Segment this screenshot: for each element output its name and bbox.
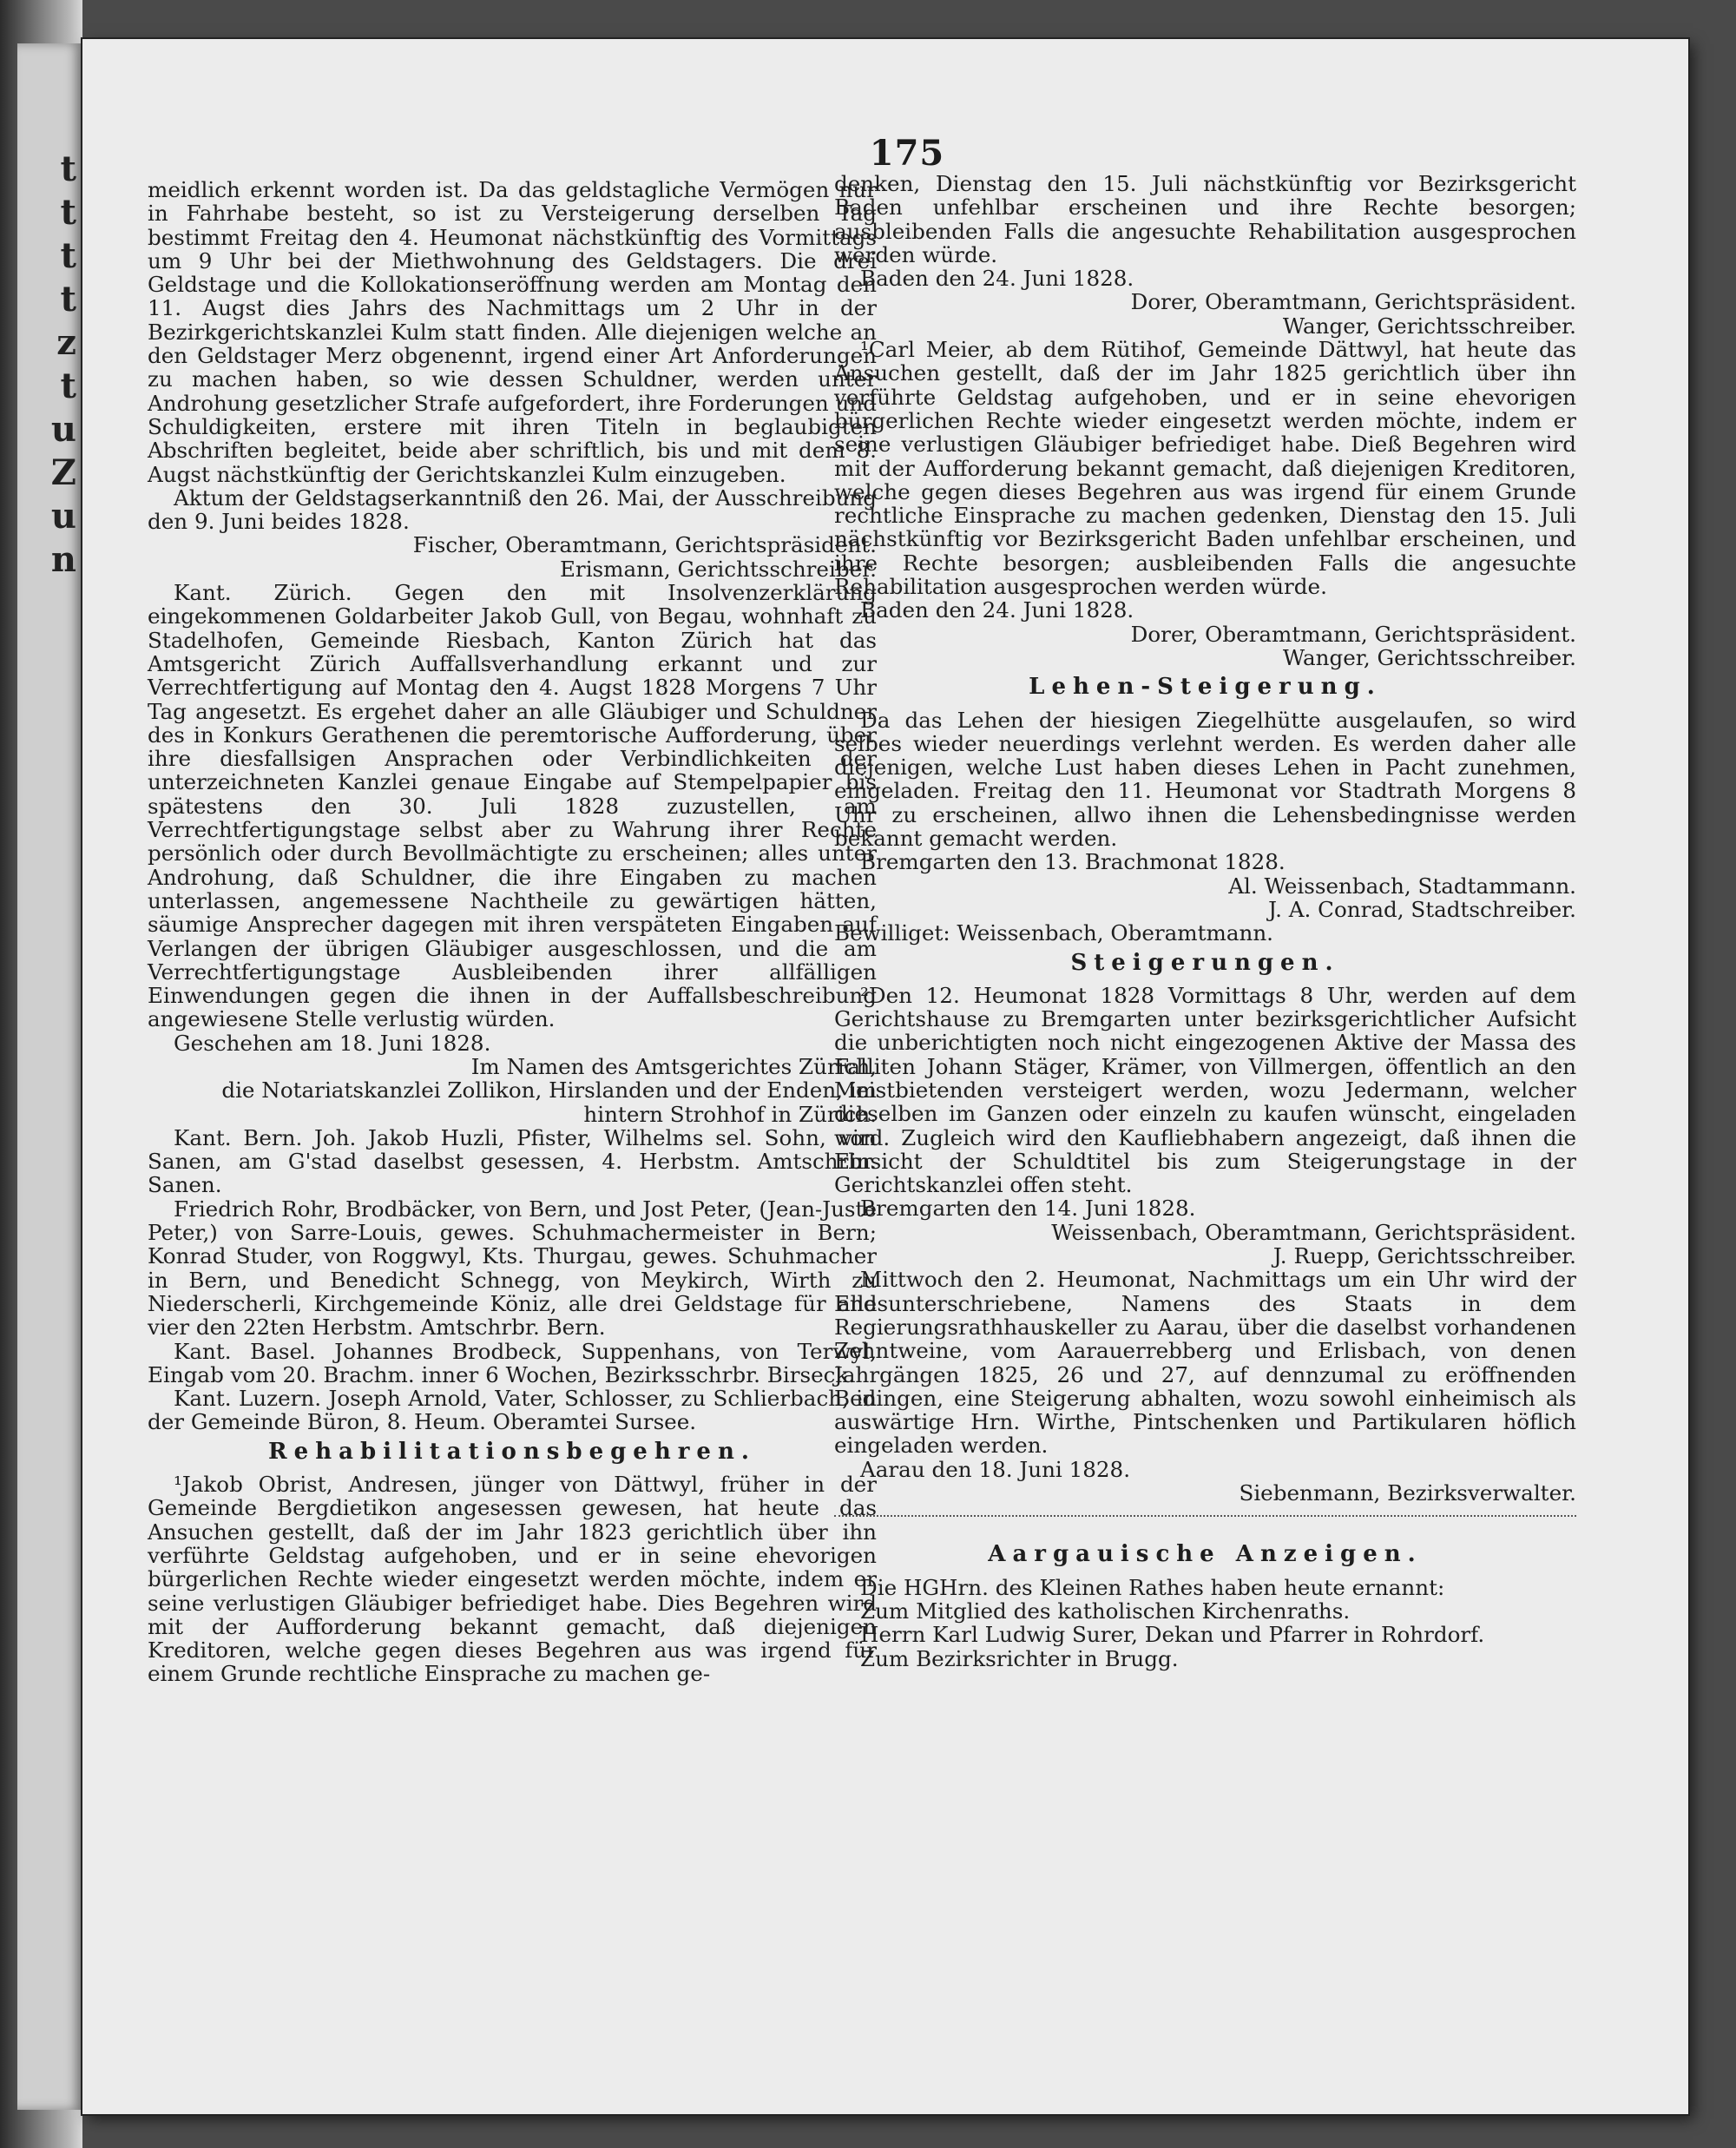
signature-line: Wanger, Gerichtsschreiber.: [1282, 313, 1576, 339]
paragraph: Da das Lehen der hiesigen Ziegelhütte ausgelaufen, so wird selbes wieder neuerdings verlehnt werden. Es werden daher alle diejenigen, welche Lust haben dieses Lehen in Pacht zunehmen, eingeladen. Freitag den 11. Heumonat vor Stadtrath Morgens 8 Uhr zu erscheinen, allwo ihnen die Lehensbedingnisse werden bekannt gemacht werden.: [834, 707, 1576, 852]
paragraph: Mittwoch den 2. Heumonat, Nachmittags um ein Uhr wird der Endsunterschriebene, Namens des Staats in dem Regierungsrathhauskeller zu Aarau, über die daselbst vorhandenen Zehntweine, vom Aarauerrebberg und Erlisbach, von denen Jahrgängen 1825, 26 und 27, auf dennzumal zu eröffnenden Bedingen, eine Steigerung abhalten, wozu sowohl einheimisch als auswärtige Hrn. Wirthe, Pintschenken und Partikularen höflich eingeladen werden.: [834, 1267, 1576, 1459]
paragraph: ²Den 12. Heumonat 1828 Vormittags 8 Uhr, werden auf dem Gerichtshause zu Bremgarten unter bezirksgerichtlicher Aufsicht die unberichtigten noch nicht eingezogenen Aktive der Massa des Falliten Johann Stäger, Krämer, von Villmergen, öffentlich an den Meistbietenden versteigert werden, wozu Jedermann, welcher dieselben im Ganzen oder einzeln zu kaufen wünscht, eingeladen wird. Zugleich wird den Kaufliebhabern angezeigt, daß ihnen die Einsicht der Schuldtitel bis zum Steigerungstage in der Gerichtskanzlei offen steht.: [834, 982, 1576, 1198]
signature-line: J. Ruepp, Gerichtsschreiber.: [1272, 1243, 1576, 1269]
signature-line: J. A. Conrad, Stadtschreiber.: [1268, 896, 1576, 922]
left-column: [148, 178, 877, 1686]
signature-line: die Notariatskanzlei Zollikon, Hirslanden und der Enden, im hintern Strohhof in Zürich.: [221, 1077, 877, 1127]
section-heading: Steigerungen.: [1070, 949, 1340, 976]
paragraph: Kant. Luzern. Joseph Arnold, Vater, Schlosser, zu Schlierbach, in der Gemeinde Büron, 8. Heum. Oberamtei Sursee.: [148, 1386, 877, 1435]
date-line: Geschehen am 18. Juni 1828.: [174, 1030, 491, 1056]
signature-line: Weissenbach, Oberamtmann, Gerichtspräsident.: [1051, 1219, 1576, 1245]
section-heading: Lehen-Steigerung.: [1029, 674, 1382, 701]
paragraph: Kant. Bern. Joh. Jakob Huzli, Pfister, Wilhelms sel. Sohn, von Sanen, am G'stad daselbst gesessen, 4. Herbstm. Amtschrbr. Sanen.: [148, 1124, 877, 1198]
section-divider: [834, 1515, 1576, 1517]
paragraph: denken, Dienstag den 15. Juli nächstkünftig vor Bezirksgericht Baden unfehlbar erscheinen und ihre Rechte besorgen; ausbleibenden Falls die angesuchte Rehabilitation ausgesprochen werden würde.: [834, 171, 1576, 267]
date-line: Aarau den 18. Juni 1828.: [860, 1456, 1131, 1482]
newspaper-page: [82, 39, 1688, 2114]
paragraph: ¹Jakob Obrist, Andresen, jünger von Dättwyl, früher in der Gemeinde Bergdietikon angesessen gewesen, hat heute das Ansuchen gestellt, daß der im Jahr 1823 gerichtlich über ihn verführte Geldstag aufgehoben, und er in seine ehevorigen bürgerlichen Rechte wieder eingesetzt werden möchte, indem er seine verlustigen Gläubiger befriediget habe. Dies Begehren wird mit der Aufforderung bekannt gemacht, daß diejenigen Kreditoren, welche gegen dieses Begehren aus was irgend für einem Grunde rechtliche Einsprache zu machen ge-: [148, 1472, 877, 1687]
section-heading: Rehabilitationsbegehren.: [268, 1438, 756, 1465]
date-line: Bremgarten den 13. Brachmonat 1828.: [860, 849, 1286, 875]
signature-line: Erismann, Gerichtsschreiber.: [559, 556, 877, 582]
signature-line: Im Namen des Amtsgerichtes Zürich,: [470, 1053, 877, 1079]
section-heading: Aargauische Anzeigen.: [988, 1541, 1423, 1568]
signature-line: Siebenmann, Bezirksverwalter.: [1239, 1480, 1576, 1506]
right-column: [834, 172, 1576, 1670]
paragraph: Die HGHrn. des Kleinen Rathes haben heute ernannt:: [860, 1574, 1445, 1600]
date-line: Baden den 24. Juni 1828.: [860, 266, 1134, 292]
signature-line: Dorer, Oberamtmann, Gerichtspräsident.: [1130, 289, 1576, 315]
paragraph: meidlich erkennt worden ist. Da das geldstagliche Vermögen nur in Fahrhabe besteht, so ist zu Versteigerung derselben Tag bestimmt Freitag den 4. Heumonat nächstkünftig des Vormittags um 9 Uhr bei der Miethwohnung des Geldstagers. Die drei Geldstage und die Kollokationseröffnung werden am Montag den 11. Augst dies Jahrs des Nachmittags um 2 Uhr in der Bezirkgerichtskanzlei Kulm statt finden. Alle diejenigen welche an den Geldstager Merz obgenennt, irgend einer Art Anforderungen zu machen haben, so wie dessen Schuldner, werden unter Androhung gesetzlicher Strafe aufgefordert, ihre Forderungen und Schuldigkeiten, erstere mit ihren Titeln in beglaubigten Abschriften begleitet, beide aber schriftlich, bis und mit dem 8. Augst nächstkünftig der Gerichtskanzlei Kulm einzugeben.: [148, 177, 877, 487]
paragraph: Bewilliget: Weissenbach, Oberamtmann.: [834, 920, 1273, 946]
date-line: Baden den 24. Juni 1828.: [860, 597, 1134, 623]
paragraph: Zum Bezirksrichter in Brugg.: [860, 1645, 1179, 1671]
paragraph: Zum Mitglied des katholischen Kirchenraths.: [860, 1598, 1351, 1624]
paragraph: Friedrich Rohr, Brodbäcker, von Bern, und Jost Peter, (Jean-Juste Peter,) von Sarre-Louis, gewes. Schuhmachermeister in Bern; Konrad Studer, von Roggwyl, Kts. Thurgau, gewes. Schuhmacher in Bern, und Benedicht Schnegg, von Meykirch, Wirth zu Niederscherli, Kirchgemeinde Köniz, alle drei Geldstage für alle vier den 22ten Herbstm. Amtschrbr. Bern.: [148, 1196, 877, 1341]
signature-line: Dorer, Oberamtmann, Gerichtspräsident.: [1130, 621, 1576, 647]
signature-line: Fischer, Oberamtmann, Gerichtspräsident.: [412, 532, 877, 558]
paragraph: Aktum der Geldstagserkanntniß den 26. Mai, der Ausschreibung den 9. Juni beides 1828.: [148, 484, 877, 535]
paragraph: Kant. Zürich. Gegen den mit Insolvenzerklärung eingekommenen Goldarbeiter Jakob Gull, von Begau, wohnhaft zu Stadelhofen, Gemeinde Riesbach, Kanton Zürich hat das Amtsgericht Zürich Auffallsverhandlung erkannt und zur Verrechtfertigung auf Montag den 4. Augst 1828 Morgens 7 Uhr Tag angesetzt. Es ergehet daher an alle Gläubiger und Schuldner des in Konkurs Gerathenen die peremtorische Aufforderung, über ihre diesfallsigen Ansprachen oder Verbindlichkeiten der unterzeichneten Kanzlei genaue Eingabe auf Stempelpapier bis spätestens den 30. Juli 1828 zuzustellen, am Verrechtfertigungstage selbst aber zu Wahrung ihrer Rechte persönlich oder durch Bevollmächtigte zu erscheinen; alles unter Androhung, daß Schuldner, die ihre Eingaben zu machen unterlassen, angemessene Nachtheile zu gewärtigen hätten, säumige Ansprecher dagegen mit ihren verspäteten Eingaben auf Verlangen der übrigen Gläubiger ausgeschlossen, und die am Verrechtfertigungstage Ausbleibenden ihrer allfälligen Einwendungen gegen die ihnen in der Auffallsbeschreibung angewiesene Stelle verlustig würden.: [148, 580, 877, 1032]
paragraph: Herrn Karl Ludwig Surer, Dekan und Pfarrer in Rohrdorf.: [860, 1622, 1485, 1648]
date-line: Bremgarten den 14. Juni 1828.: [860, 1196, 1196, 1222]
page-number: 175: [869, 133, 945, 174]
previous-page-glyphs: t t t t z t u Z u n: [50, 148, 76, 580]
paragraph: ¹Carl Meier, ab dem Rütihof, Gemeinde Dättwyl, hat heute das Ansuchen gestellt, daß der im Jahr 1825 gerichtlich über ihn verführte Geldstag aufgehoben, und er in seine ehevorigen bürgerlichen Rechte wieder eingesetzt werden möchte, indem er seine verlustigen Gläubiger befriediget habe. Dieß Begehren wird mit der Aufforderung bekannt gemacht, daß diejenigen Kreditoren, welche gegen dieses Begehren aus was irgend für einem Grunde rechtliche Einsprache zu machen gedenken, Dienstag den 15. Juli nächstkünftig vor Bezirksgericht Baden unfehlbar erscheinen, und ihre Rechte besorgen; ausbleibenden Falls die angesuchte Rehabilitation ausgesprochen werden würde.: [834, 337, 1576, 600]
signature-line: Wanger, Gerichtsschreiber.: [1282, 644, 1576, 670]
paragraph: Kant. Basel. Johannes Brodbeck, Suppenhans, von Terwyl, Eingab vom 20. Brachm. inner 6 Wochen, Bezirksschrbr. Birseck.: [148, 1338, 877, 1387]
signature-line: Al. Weissenbach, Stadtammann.: [1228, 873, 1576, 899]
